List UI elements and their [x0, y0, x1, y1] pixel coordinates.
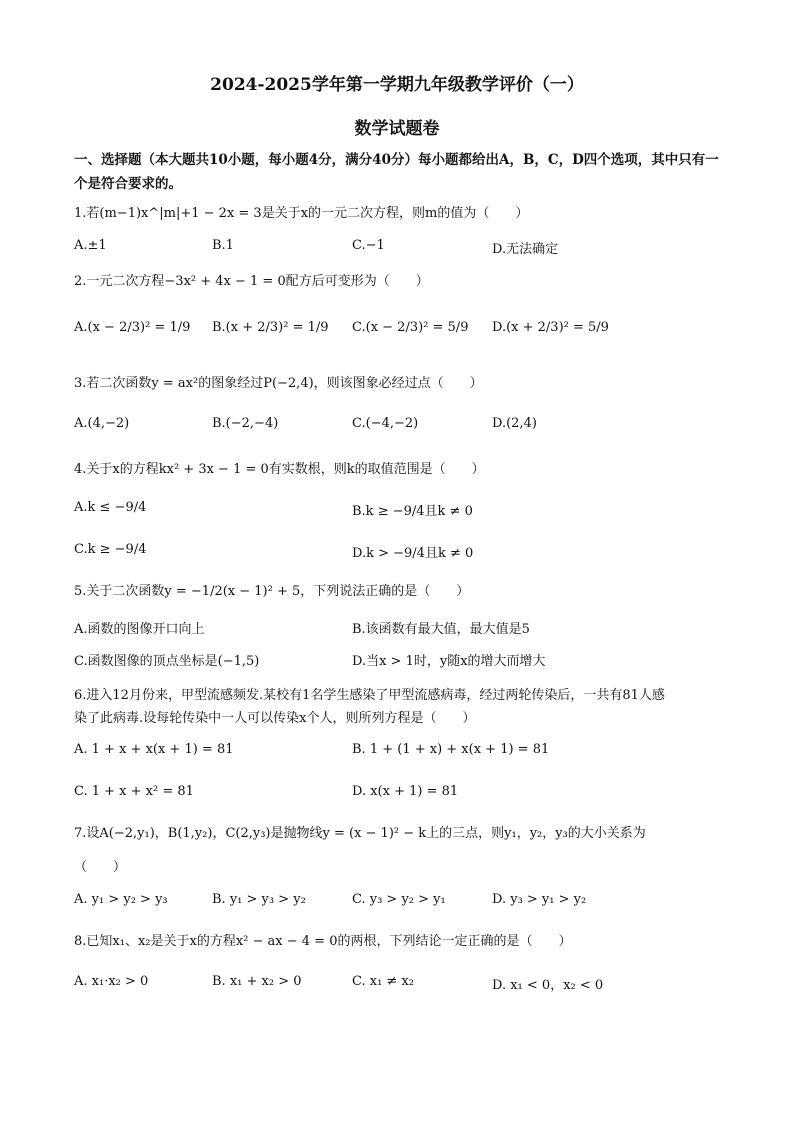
option-a: A. y₁ > y₂ > y₃ — [74, 892, 168, 907]
question-4-options-row1 — [74, 500, 734, 526]
question-5-options-row2 — [74, 650, 734, 676]
exam-subtitle: 数学试题卷 — [354, 119, 440, 139]
question-5-options-row1 — [74, 618, 734, 644]
question-2-stem: 2.一元二次方程−3x² + 4x − 1 = 0配方后可变形为（ ） — [74, 274, 429, 289]
option-d: D.(2,4) — [492, 416, 537, 431]
option-c: C. 1 + x + x² = 81 — [74, 784, 194, 799]
question-6-stem-line1: 6.进入12月份来，甲型流感频发.某校有1名学生感染了甲型流感病毒，经过两轮传染后，一共有81人感 — [74, 688, 665, 703]
option-a: A. x₁·x₂ > 0 — [74, 974, 149, 989]
option-b: B. y₁ > y₃ > y₂ — [212, 892, 306, 907]
question-6-stem-line2: 染了此病毒.设每轮传染中一人可以传染x个人，则所列方程是（ ） — [74, 711, 476, 726]
question-2-options — [74, 320, 734, 346]
option-c: C.(x − 2/3)² = 5/9 — [352, 320, 469, 335]
option-d: D.当x > 1时，y随x的增大而增大 — [352, 654, 546, 669]
question-7-stem-line2: （ ） — [74, 860, 127, 875]
option-d: D. x₁ < 0，x₂ < 0 — [492, 978, 604, 993]
section-heading: 一、选择题（本大题共10小题，每小题4分，满分40分）每小题都给出A，B，C，D四个选项，其中只有一个是符合要求的。 — [74, 152, 719, 192]
option-c: C. x₁ ≠ x₂ — [352, 974, 414, 989]
option-b: B.(x + 2/3)² = 1/9 — [212, 320, 329, 335]
question-1-stem: 1.若(m−1)x^|m|+1 − 2x = 3是关于x的一元二次方程，则m的值为（ ） — [74, 206, 529, 221]
option-b: B.1 — [212, 238, 234, 253]
option-c: C.(−4,−2) — [352, 416, 419, 431]
option-a: A.(4,−2) — [74, 416, 130, 431]
question-6-options-row2 — [74, 784, 734, 810]
question-5-stem: 5.关于二次函数y = −1/2(x − 1)² + 5，下列说法正确的是（ ） — [74, 584, 470, 599]
option-c: C. y₃ > y₂ > y₁ — [352, 892, 446, 907]
exam-title: 2024-2025学年第一学期九年级教学评价（一） — [210, 75, 584, 95]
question-4-stem: 4.关于x的方程kx² + 3x − 1 = 0有实数根，则k的取值范围是（ ） — [74, 462, 485, 477]
option-b: B.该函数有最大值，最大值是5 — [352, 622, 530, 637]
question-3-options — [74, 416, 734, 442]
question-8-stem: 8.已知x₁、x₂是关于x的方程x² − ax − 4 = 0的两根，下列结论一定正确的是（ ） — [74, 934, 572, 949]
option-d: D.无法确定 — [492, 242, 559, 257]
question-6-options-row1 — [74, 742, 734, 768]
option-a: A.函数的图像开口向上 — [74, 622, 205, 637]
option-b: B.(−2,−4) — [212, 416, 279, 431]
question-1-options — [74, 238, 734, 264]
question-4-options-row2 — [74, 542, 734, 568]
option-c: C.−1 — [352, 238, 385, 253]
option-d: D.k > −9/4且k ≠ 0 — [352, 546, 474, 561]
option-a: A. 1 + x + x(x + 1) = 81 — [74, 742, 234, 757]
option-d: D. x(x + 1) = 81 — [352, 784, 459, 799]
option-d: D.(x + 2/3)² = 5/9 — [492, 320, 609, 335]
question-7-options — [74, 892, 734, 918]
option-b: B. x₁ + x₂ > 0 — [212, 974, 302, 989]
option-b: B. 1 + (1 + x) + x(x + 1) = 81 — [352, 742, 550, 757]
option-a: A.k ≤ −9/4 — [74, 500, 147, 515]
option-b: B.k ≥ −9/4且k ≠ 0 — [352, 504, 473, 519]
option-a: A.(x − 2/3)² = 1/9 — [74, 320, 191, 335]
option-c: C.函数图像的顶点坐标是(−1,5) — [74, 654, 260, 669]
question-8-options — [74, 974, 734, 1000]
question-3-stem: 3.若二次函数y = ax²的图象经过P(−2,4)，则该图象必经过点（ ） — [74, 376, 483, 391]
question-7-stem-line1: 7.设A(−2,y₁)，B(1,y₂)，C(2,y₃)是抛物线y = (x − 1)² − k上的三点，则y₁，y₂，y₃的大小关系为 — [74, 826, 646, 841]
option-d: D. y₃ > y₁ > y₂ — [492, 892, 587, 907]
option-a: A.±1 — [74, 238, 107, 253]
option-c: C.k ≥ −9/4 — [74, 542, 147, 557]
